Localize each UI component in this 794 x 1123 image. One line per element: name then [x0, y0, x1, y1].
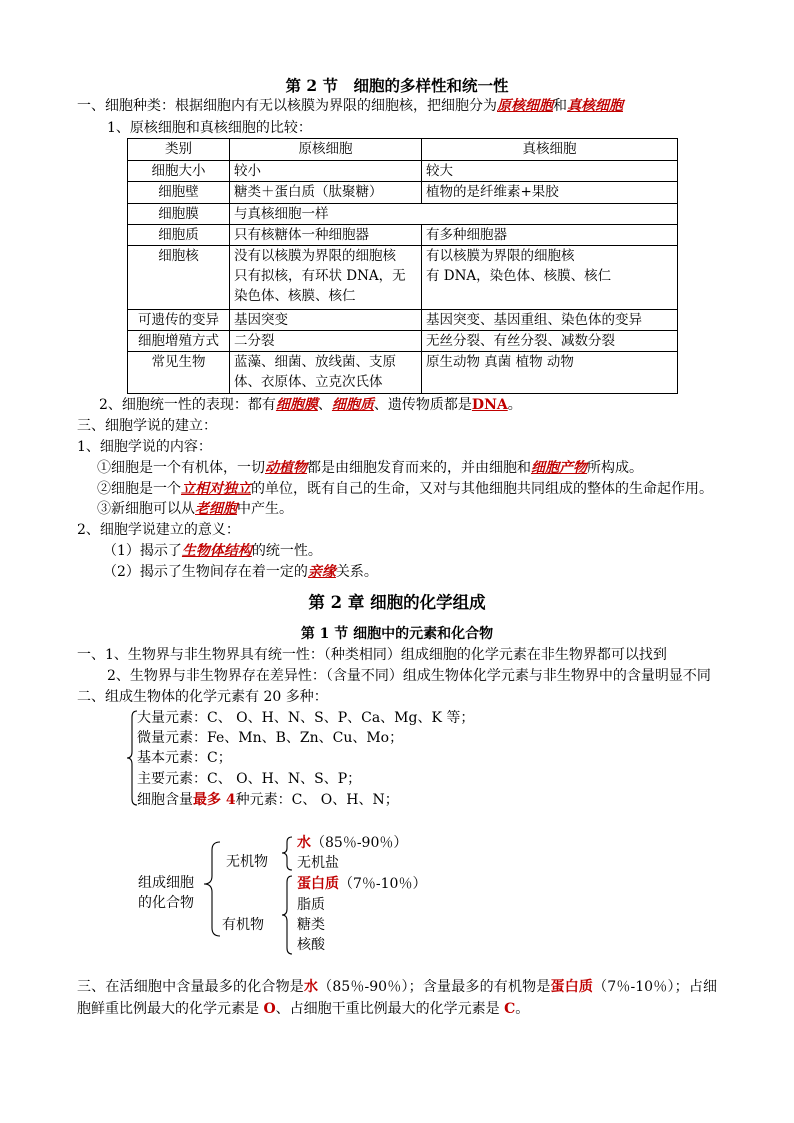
point-text: 都是由细胞发育而来的，并由细胞和	[307, 460, 531, 476]
prokaryote-cell	[230, 182, 422, 204]
point-text: ②细胞是一个	[97, 481, 181, 497]
eukaryote-cell	[422, 331, 678, 352]
keyword-membrane: 细胞膜	[275, 397, 318, 413]
cell-text: 只有核糖体一种细胞器	[234, 227, 369, 243]
unity-sep: 、	[317, 397, 332, 413]
table-row	[128, 352, 678, 394]
keyword-protein: 蛋白质	[550, 979, 594, 995]
unity-diversity-line-2: 2、生物界与非生物界存在差异性：（含量不同）组成生物体化学元素与非生物界中的含量明显不同	[107, 668, 711, 684]
table-row	[128, 182, 678, 204]
section-2-title: 第 1 节 细胞中的元素和化合物	[300, 626, 494, 642]
row-label: 细胞质	[128, 225, 230, 246]
keyword-cytoplasm: 细胞质	[331, 397, 374, 413]
section-title: 第 2 节 细胞的多样性和统一性	[285, 76, 509, 95]
protein-percent: （7％-10％）	[339, 876, 427, 892]
keyword-relative-independence: 立相对独立	[181, 481, 251, 497]
cell-text: 基因突变、基因重组、染色体的变异	[426, 312, 642, 328]
theory-content-heading: 1、细胞学说的内容：	[77, 439, 212, 455]
eukaryote-cell	[422, 352, 678, 394]
elements-brace	[127, 711, 137, 805]
point-text: 中产生。	[237, 501, 293, 517]
point-text: 的统一性。	[251, 543, 322, 559]
keyword-eukaryote: 真核细胞	[567, 98, 623, 114]
point-text: 的单位，既有自己的生命，又对与其他细胞共同组成的整体的生命起作用。	[251, 481, 713, 497]
table-row	[128, 161, 678, 182]
table-row	[128, 310, 678, 331]
unity-diversity-line-1: 一、1、生物界与非生物界具有统一性：（种类相同）组成细胞的化学元素在非生物界都可以找到	[77, 647, 667, 663]
table-row	[128, 246, 678, 310]
cell-text: 有以核膜为界限的细胞核	[426, 248, 575, 264]
comparison-table	[127, 138, 678, 394]
row-label: 细胞大小	[128, 161, 230, 182]
unity-line	[99, 395, 522, 415]
point-text: （1）揭示了	[103, 543, 182, 559]
chapter-title: 第 2 章 细胞的化学组成	[308, 593, 486, 612]
eukaryote-cell	[422, 246, 678, 310]
point-text: 关系。	[335, 564, 378, 580]
row-label: 可遗传的变异	[128, 310, 230, 331]
row-label: 细胞壁	[128, 182, 230, 204]
diagram-root-line-1: 组成细胞	[138, 875, 194, 891]
cell-types-text: 一、细胞种类：根据细胞内有无以核膜为界限的细胞核，把细胞分为	[77, 98, 497, 114]
element-list-item: 基本元素：C；	[137, 750, 232, 766]
cell-text: 只有拟核，有环状 DNA，无染色体、核膜、核仁	[234, 268, 406, 304]
table-header-row	[128, 139, 678, 161]
inorganic-label: 无机物	[226, 854, 268, 870]
theory-heading: 三、细胞学说的建立：	[77, 418, 217, 434]
keyword-water: 水	[303, 979, 319, 995]
prokaryote-cell	[230, 225, 422, 246]
sugar-item: 糖类	[297, 917, 325, 933]
keyword-kinship: 亲缘	[307, 564, 336, 580]
prokaryote-cell	[230, 161, 422, 182]
cell-text: 糖类＋蛋白质（肽聚糖）	[234, 184, 383, 200]
element-text: 种元素：C、 O、H、N；	[235, 792, 399, 808]
prokaryote-cell	[230, 331, 422, 352]
cell-text: 植物的是纤维素+果胶	[426, 184, 559, 200]
final-text: （7％-10％）；占细胞鲜重比例最大的化学元素是	[77, 979, 718, 1017]
point-text: ③新细胞可以从	[97, 501, 195, 517]
element-list-item: 主要元素：C、 O、H、N、S、P；	[137, 771, 362, 787]
prokaryote-cell	[230, 352, 422, 394]
final-text: 、占细胞干重比例最大的化学元素是	[275, 1001, 505, 1017]
final-text: 。	[515, 1001, 530, 1017]
theory-point-1	[97, 458, 643, 478]
row-label: 常见生物	[128, 352, 230, 394]
water-item	[297, 833, 407, 853]
salt-item: 无机盐	[297, 855, 339, 871]
cell-text: 有多种细胞器	[426, 227, 507, 243]
point-text: （2）揭示了生物间存在着一定的	[103, 564, 308, 580]
organic-brace	[282, 876, 292, 954]
cell-types-and: 和	[553, 98, 567, 114]
cell-text: 没有以核膜为界限的细胞核	[234, 248, 396, 264]
protein-item	[297, 874, 426, 894]
eukaryote-cell	[422, 310, 678, 331]
keyword-old-cells: 老细胞	[195, 501, 237, 517]
inorganic-brace	[282, 837, 292, 870]
final-paragraph	[77, 976, 717, 1020]
compound-brace	[204, 842, 220, 936]
meaning-point-2	[103, 562, 378, 582]
unity-end: 。	[507, 397, 522, 413]
point-text: 所构成。	[587, 460, 643, 476]
cell-types-line	[77, 96, 623, 116]
row-label: 细胞增殖方式	[128, 331, 230, 352]
keyword-protein: 蛋白质	[297, 876, 339, 892]
cell-text: 原生动物 真菌 植物 动物	[426, 354, 574, 370]
unity-text-2: 、遗传物质都是	[373, 397, 472, 413]
keyword-oxygen: O	[263, 1001, 276, 1017]
lipid-item: 脂质	[297, 897, 325, 913]
header-category: 类别	[128, 139, 230, 161]
nucleic-acid-item: 核酸	[297, 937, 325, 953]
keyword-carbon: C	[504, 1001, 516, 1017]
final-text: （85％-90％）；含量最多的有机物是	[318, 979, 551, 995]
table-row	[128, 331, 678, 352]
cell-text: 蓝藻、细菌、放线菌、支原体、衣原体、立克次氏体	[234, 354, 396, 390]
keyword-most-four: 最多 4	[193, 792, 236, 808]
element-list-item	[137, 790, 399, 810]
eukaryote-cell	[422, 161, 678, 182]
keyword-organism-structure: 生物体结构	[181, 543, 252, 559]
header-eukaryote: 真核细胞	[422, 139, 678, 161]
organic-label: 有机物	[222, 917, 264, 933]
element-text: 细胞含量	[137, 792, 193, 808]
row-label: 细胞核	[128, 246, 230, 310]
cell-text: 基因突变	[234, 312, 288, 328]
eukaryote-cell	[422, 225, 678, 246]
prokaryote-cell	[230, 310, 422, 331]
keyword-dna: DNA	[471, 397, 508, 413]
theory-point-3	[97, 499, 293, 519]
water-percent: （85％-90％）	[311, 835, 408, 851]
cell-text: 二分裂	[234, 333, 275, 349]
theory-point-2	[97, 479, 713, 499]
cell-text: 有 DNA，染色体、核膜、核仁	[426, 268, 612, 284]
unity-text: 2、细胞统一性的表现：都有	[99, 397, 276, 413]
keyword-plants-animals: 动植物	[265, 460, 307, 476]
element-list-item: 大量元素：C、 O、H、N、S、P、Ca、Mg、K 等；	[137, 710, 475, 726]
meaning-point-1	[103, 541, 322, 561]
keyword-water: 水	[297, 835, 311, 851]
header-prokaryote: 原核细胞	[230, 139, 422, 161]
final-text: 三、在活细胞中含量最多的化合物是	[77, 979, 304, 995]
row-label: 细胞膜	[128, 204, 230, 225]
keyword-cell-products: 细胞产物	[531, 460, 587, 476]
shared-cell: 与真核细胞一样	[230, 204, 678, 225]
elements-heading: 二、组成生物体的化学元素有 20 多种：	[77, 689, 328, 705]
meaning-heading: 2、细胞学说建立的意义：	[77, 522, 240, 538]
compare-title: 1、原核细胞和真核细胞的比较：	[107, 120, 312, 136]
prokaryote-cell	[230, 246, 422, 310]
cell-text: 较小	[234, 163, 261, 179]
point-text: ①细胞是一个有机体，一切	[97, 460, 265, 476]
cell-text: 无丝分裂、有丝分裂、减数分裂	[426, 333, 615, 349]
element-list-item: 微量元素：Fe、Mn、B、Zn、Cu、Mo；	[137, 730, 404, 746]
eukaryote-cell	[422, 182, 678, 204]
table-row	[128, 225, 678, 246]
cell-text: 较大	[426, 163, 453, 179]
table-row	[128, 204, 678, 225]
keyword-prokaryote: 原核细胞	[497, 98, 553, 114]
diagram-root-line-2: 的化合物	[138, 895, 194, 911]
